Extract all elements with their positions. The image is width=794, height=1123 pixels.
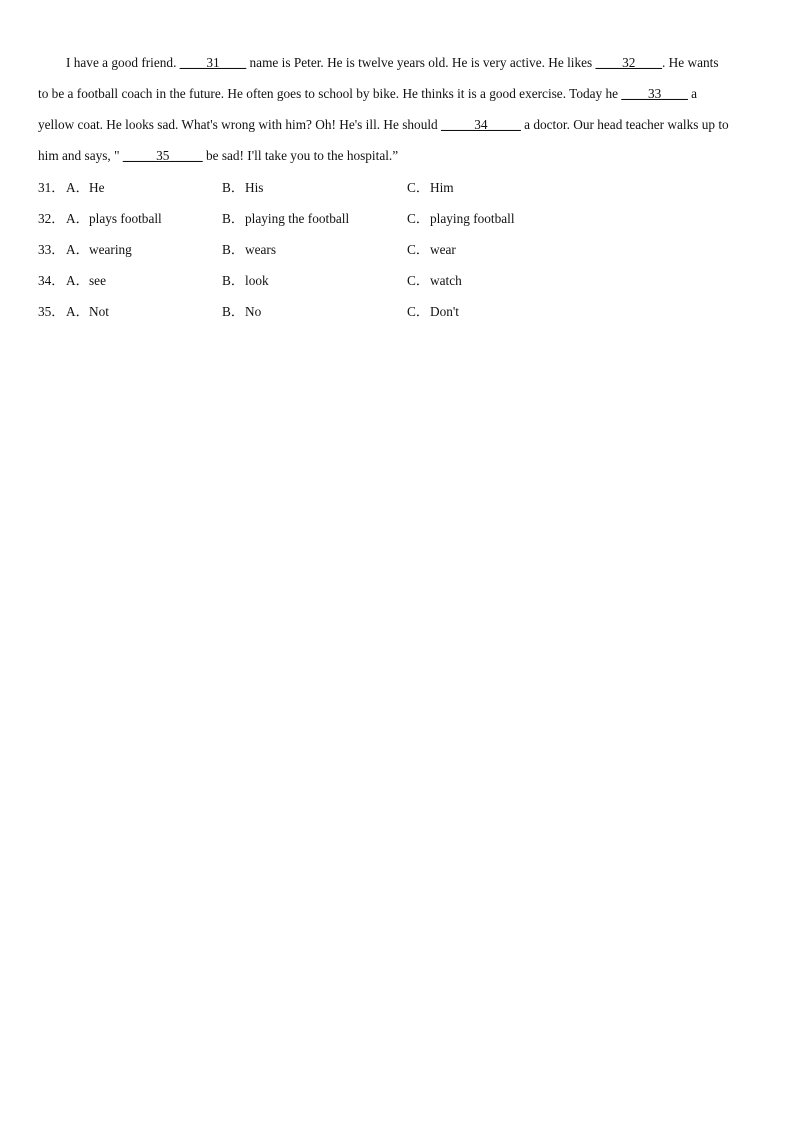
option-letter: C．: [407, 180, 430, 195]
blank-34: _____34_____: [441, 117, 521, 132]
option-b: [222, 207, 349, 231]
option-text: watch: [430, 273, 462, 288]
option-letter: C．: [407, 242, 430, 257]
option-letter: A．: [66, 304, 89, 319]
passage-text: . He wants: [662, 55, 719, 70]
passage-text: him and says, ": [38, 148, 123, 163]
option-a: [66, 207, 162, 231]
question-number: 32．: [38, 211, 65, 226]
option-a: [66, 300, 109, 324]
question-row-31: [38, 176, 758, 207]
passage-line-4: [38, 144, 758, 175]
passage-text: I have a good friend.: [66, 55, 180, 70]
option-c: [407, 176, 454, 200]
option-letter: B．: [222, 211, 245, 226]
question-row-33: [38, 238, 758, 269]
option-letter: B．: [222, 304, 245, 319]
option-letter: B．: [222, 242, 245, 257]
option-c: [407, 300, 459, 324]
question-number: 33．: [38, 242, 65, 257]
option-letter: C．: [407, 211, 430, 226]
option-letter: C．: [407, 304, 430, 319]
passage-line-3: [38, 113, 758, 144]
option-c: [407, 207, 515, 231]
answer-options: [38, 176, 758, 331]
passage-text: be sad! I'll take you to the hospital.”: [202, 148, 399, 163]
option-letter: A．: [66, 242, 89, 257]
option-text: He: [89, 180, 105, 195]
question-row-35: [38, 300, 758, 331]
option-text: Don't: [430, 304, 459, 319]
option-text: No: [245, 304, 262, 319]
option-a: [66, 176, 105, 200]
option-text: look: [245, 273, 269, 288]
blank-33: ____33____: [621, 86, 688, 101]
option-a: [66, 238, 132, 262]
question-row-32: [38, 207, 758, 238]
passage-line-2: [38, 82, 758, 113]
passage-text: name is Peter. He is twelve years old. He is very active. He likes: [246, 55, 596, 70]
option-text: Not: [89, 304, 109, 319]
passage-line-1: [38, 51, 758, 82]
option-b: [222, 176, 263, 200]
option-text: plays football: [89, 211, 162, 226]
option-text: wears: [245, 242, 277, 257]
passage-text: a doctor. Our head teacher walks up to: [520, 117, 729, 132]
blank-35: _____35_____: [122, 148, 203, 163]
question-row-34: [38, 269, 758, 300]
blank-32: ____32____: [595, 55, 662, 70]
question-number: 34．: [38, 273, 65, 288]
question-number: 35．: [38, 304, 65, 319]
passage-text: yellow coat. He looks sad. What's wrong with him? Oh! He's ill. He should: [38, 117, 442, 132]
option-text: His: [245, 180, 264, 195]
blank-31: ____31____: [179, 55, 247, 70]
option-text: wearing: [89, 242, 132, 257]
option-text: playing football: [430, 211, 515, 226]
option-letter: C．: [407, 273, 430, 288]
option-c: [407, 269, 462, 293]
option-a: [66, 269, 106, 293]
option-text: playing the football: [245, 211, 350, 226]
option-letter: B．: [222, 273, 245, 288]
passage-text: to be a football coach in the future. He often goes to school by bike. He thinks it is a good exercise. Today he: [38, 86, 622, 101]
option-letter: B．: [222, 180, 245, 195]
option-letter: A．: [66, 211, 89, 226]
option-b: [222, 238, 276, 262]
option-letter: A．: [66, 273, 89, 288]
option-b: [222, 300, 261, 324]
cloze-passage: [38, 51, 758, 175]
question-number: 31．: [38, 180, 65, 195]
option-text: see: [89, 273, 106, 288]
option-text: Him: [430, 180, 454, 195]
passage-text: a: [687, 86, 698, 101]
option-text: wear: [430, 242, 456, 257]
option-letter: A．: [66, 180, 89, 195]
option-c: [407, 238, 456, 262]
option-b: [222, 269, 269, 293]
